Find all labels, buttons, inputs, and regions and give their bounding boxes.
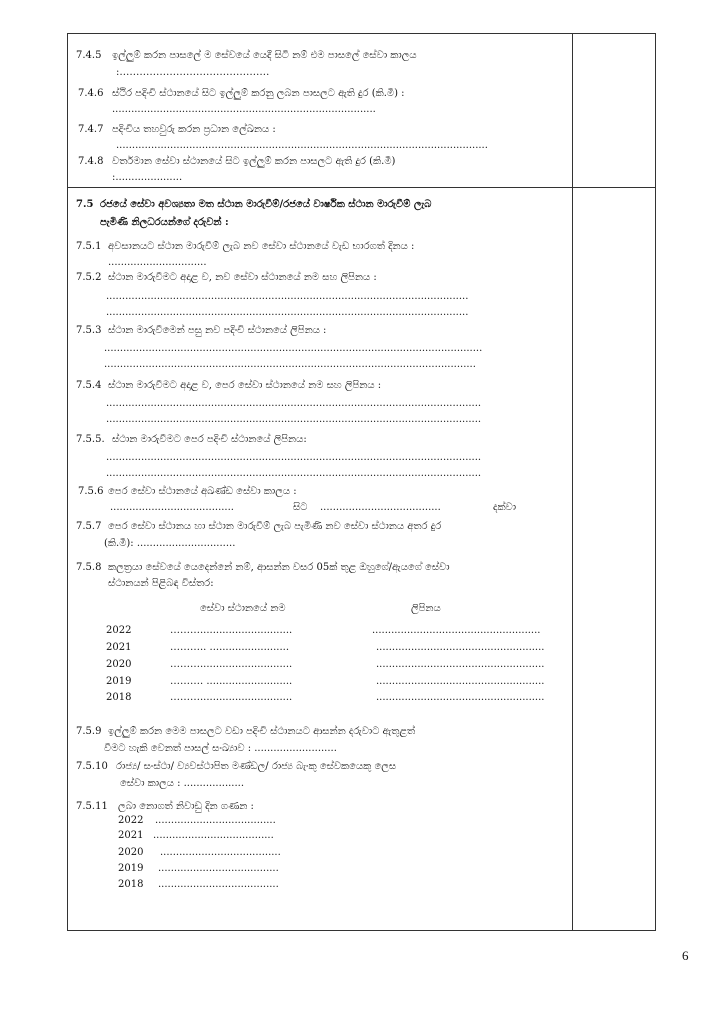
fill-line: ..................................................... [376, 659, 545, 670]
year-label: 2018 [106, 692, 132, 703]
fill-line: ..................................................... [376, 642, 545, 653]
item-text: රාජ්‍ය/ සංස්ථා/ ව්‍යවස්ථාපිත මණ්ඩල/ රාජ්‍ය බැංකු සේවකයෙකු ලෙස [116, 761, 397, 772]
fill-line: ...................................... [160, 847, 281, 858]
fill-line: .................................................................................................................. [106, 291, 469, 302]
row-divider [67, 187, 656, 188]
fill-line: ………............................. [170, 659, 293, 670]
column-divider [572, 33, 573, 931]
item-number: 7.5.8 [76, 562, 102, 573]
item-number: 7.5.11 [76, 801, 108, 812]
fill-line: ....................................................................................................................... [104, 343, 483, 354]
item-text: ඉල්ලුම් කරන මෙම පාසලට වඩා පදිංචි ස්ථානයට ආසන්න දරුවාට ඇතුළත් [108, 726, 416, 737]
item-text: පෙර සේවා ස්ථානය හා ස්ථාන මාරුවීම් ලැබ පැමිණි නව සේවා ස්ථානය අතර දුර [108, 521, 442, 532]
fill-line: ................................................................................... [112, 104, 376, 115]
fill-line: ...................................................................................................................... [106, 452, 482, 463]
item-number: 7.5.3 [76, 325, 102, 336]
section-number: 7.5 [76, 199, 94, 210]
item-number: 7.5.7 [76, 521, 102, 532]
fill-line: ..................................................... [376, 692, 545, 703]
fill-line: ...................................... [158, 863, 279, 874]
item-text: (කි.මී): ............................... [104, 538, 236, 549]
fill-line: :..................... [112, 172, 183, 183]
section-title: පැමිණි නිලධරයන්ගේ දරුවන් : [100, 217, 229, 228]
item-text: අවසානයට ස්ථාන මාරුවීම් ලැබ නව සේවා ස්ථානයේ වැඩ භාරගත් දිනය : [108, 241, 415, 252]
item-text: සේවා කාලය : ................... [120, 778, 245, 789]
fill-line: ....................................... [110, 502, 234, 513]
fill-line: ...................................................................................................................... [106, 414, 482, 425]
item-text: වීමට හැකි වෙනත් පාසල් සංඛ්‍යාව : .......................... [104, 743, 337, 754]
fill-line: ...................................................................................................................... [106, 468, 482, 479]
section-title: රජයේ සේවා අවශ්‍යතා මත ස්ථාන මාරුවීම්/රජයේ වාර්ෂික ස්ථාන මාරුවීම් ලැබ [100, 199, 432, 210]
to-label: දක්වා [493, 502, 517, 513]
item-text: ස්ථාන මාරුවීමට අදාළ ව, නව සේවා ස්ථානයේ නම සහ ලිපිනය : [108, 272, 377, 283]
year-label: 2018 [118, 879, 144, 890]
year-label: 2019 [106, 676, 132, 687]
fill-line: ...................................... [153, 830, 274, 841]
from-label: සිට [293, 502, 308, 513]
fill-line: .................................................................................................................. [106, 307, 469, 318]
item-text: ලබා නොගත් නිවාඩු දින ගණන : [118, 801, 254, 812]
item-text: පෙර සේවා ස්ථානයේ අඛණ්ඩ සේවා කාලය : [108, 486, 297, 497]
item-number: 7.5.1 [76, 241, 102, 252]
item-number: 7.5.2 [76, 272, 102, 283]
item-number: 7.4.8 [78, 156, 104, 167]
fill-line: ..................................................................................................................... [104, 359, 476, 370]
year-label: 2022 [118, 815, 144, 826]
item-number: 7.5.4 [76, 380, 102, 391]
fill-line: ...................................................................................................................... [106, 398, 482, 409]
year-label: 2021 [118, 830, 144, 841]
fill-line: :……………………………………… [116, 67, 270, 78]
item-text: වර්තමාන සේවා ස්ථානයේ සිට ඉල්ලුම් කරන පාසලට ඇති දුර (කි.මී) [112, 156, 396, 167]
item-text: කලත්‍රයා සේවයේ යෙදෙන්නේ නම්, ආසන්න වසර 05ක් තුළ ඔහුගේ/ඇයගේ සේවා [108, 562, 450, 573]
column-header-name: සේවා ස්ථානයේ නම [200, 603, 286, 614]
item-number: 7.5.10 [76, 761, 108, 772]
item-text: ස්ථාන මාරුවීමට අදාළ ව, පෙර සේවා ස්ථානයේ නම සහ ලිපිනය : [108, 380, 382, 391]
fill-line: ……….. ......................... [170, 642, 290, 653]
fill-line: ………............................. [170, 625, 293, 636]
item-text: පදිංචිය තහවුරු කරන ප්‍රධාන ලේඛනය : [112, 124, 276, 135]
fill-line: ............................... [108, 257, 207, 268]
item-number: 7.5.9 [76, 726, 102, 737]
year-label: 2021 [106, 642, 132, 653]
year-label: 2019 [118, 863, 144, 874]
item-text: ස්ථාන මාරුවීමෙන් පසු නව පදිංචි ස්ථානයේ ලිපිනය : [108, 325, 327, 336]
fill-line: ...................................... [158, 879, 279, 890]
year-label: 2022 [106, 625, 132, 636]
item-number: 7.5.5. [76, 434, 105, 445]
column-header-address: ලිපිනය [411, 603, 441, 614]
item-number: 7.5.6 [78, 486, 104, 497]
item-number: 7.4.6 [78, 88, 104, 99]
fill-line: ..................................................................................................................... [116, 140, 488, 151]
fill-line: ..................................................... [376, 676, 545, 687]
item-text: ස්ථිර පදිංචි ස්ථානයේ සිට ඉල්ලුම් කරනු ලබන පාසලට ඇති දුර (කි.මී) : [112, 88, 405, 99]
fill-line: ………............................. [170, 692, 293, 703]
page-number: 6 [682, 948, 689, 963]
fill-line: ...................................... [155, 815, 276, 826]
item-number: 7.4.7 [78, 124, 104, 135]
fill-line: ………. ........................... [170, 676, 293, 687]
item-text: ස්ථානයන් පිළිබඳ විස්තර: [108, 578, 214, 589]
item-text: ඉල්ලුම් කරන පාසලේ ම සේවයේ යෙදී සිටී නම් එම පාසලේ සේවා කාලය [112, 50, 417, 61]
item-text: ස්ථාන මාරුවීමට පෙර පදිංචි ස්ථානයේ ලිපිනය: [112, 434, 307, 445]
year-label: 2020 [118, 847, 144, 858]
fill-line: ..................................................... [372, 625, 541, 636]
item-number: 7.4.5 [76, 50, 102, 61]
year-label: 2020 [106, 659, 132, 670]
fill-line: ...................................... [320, 502, 441, 513]
